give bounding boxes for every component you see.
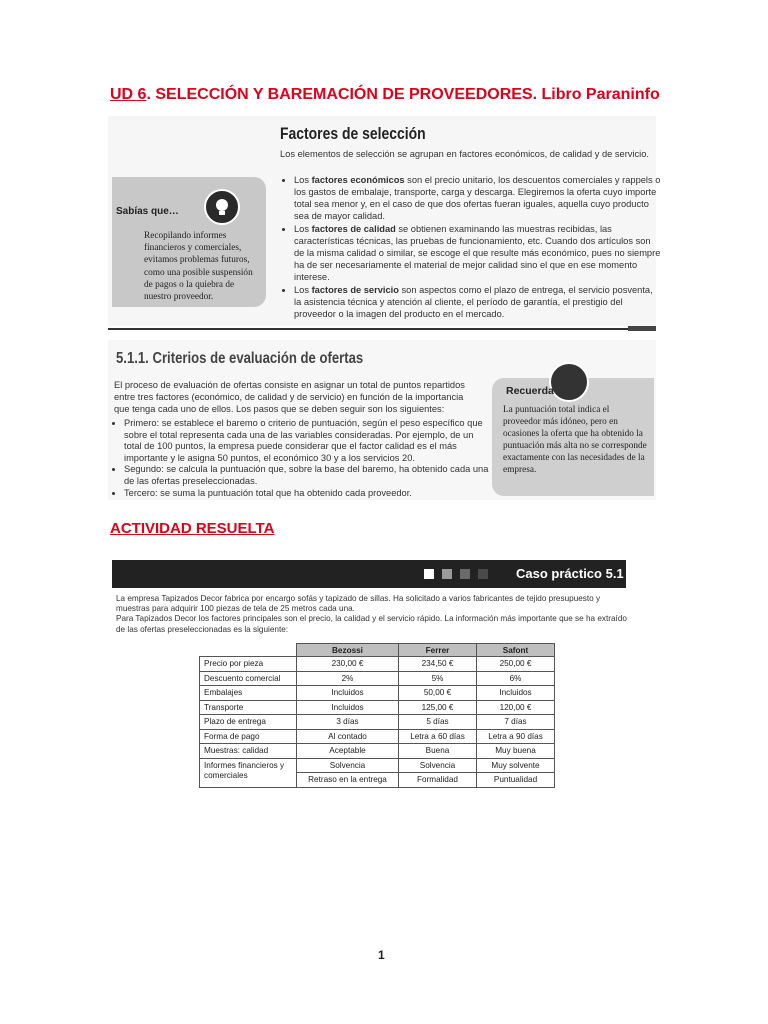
factores-list (284, 174, 662, 321)
sabias-que-title: Sabías que… (116, 206, 179, 217)
criterios-heading: 5.1.1. Criterios de evaluación de ofertas (116, 350, 364, 367)
ofertas-table (199, 643, 555, 788)
lightbulb-icon (204, 189, 240, 225)
table-row: Embalajes Incluidos 50,00 € Incluidos (200, 686, 555, 701)
title-text: . SELECCIÓN Y BAREMACIÓN DE PROVEEDORES. Libro Paraninfo (146, 86, 660, 103)
page-number: 1 (378, 948, 385, 962)
table-header-row (200, 644, 555, 657)
list-item: • Los factores de servicio son aspectos como el plazo de entrega, el servicio posventa, la asistencia técnica y atención al cliente, el período de garantía, el prestigio del proveedor o la imagen del producto en el mercado. (294, 284, 662, 320)
list-item: • Los factores económicos son el precio unitario, los descuentos comerciales y rappels o los gastos de embalaje, transporte, carga y descarga. Elegiremos la oferta cuyo importe total sea menor y, en el caso de que dos ofertas fueran iguales, aquella cuyo producto sea de mayor calidad. (294, 174, 662, 222)
actividad-heading: ACTIVIDAD RESUELTA (110, 520, 275, 537)
list-item: • Los factores de calidad se obtienen examinando las muestras recibidas, las características técnicas, las pruebas de funcionamiento, etc. Cuando dos artículos son de la misma calidad o similar, se escoge el que resulte más económico, pues no siempre ha de ser necesariamente el material de mejor calidad sino el que en ese momento interese. (294, 223, 662, 283)
table-row: Transporte Incluidos 125,00 € 120,00 € (200, 700, 555, 715)
caso-practico-text: La empresa Tapizados Decor fabrica por encargo sofás y tapizado de sillas. Ha solicitado a varios fabricantes de tejido presupuesto y muestras para adquirir 100 piezas de tela de 25 metros cada una. Para Tapizados Decor los factores principales son el precio, la calidad y el servicio rápido. La información más importante que se ha extraído de las ofertas preseleccionadas es la siguiente: (116, 594, 627, 634)
square-icon (460, 569, 470, 579)
list-item: • Tercero: se suma la puntuación total que ha obtenido cada proveedor. (124, 488, 490, 500)
caso-practico-title: Caso práctico 5.1 (516, 566, 624, 581)
factores-intro: Los elementos de selección se agrupan en factores económicos, de calidad y de servicio. (280, 149, 649, 159)
divider-accent (628, 326, 656, 331)
table-row: Precio por pieza 230,00 € 234,50 € 250,00 € (200, 657, 555, 672)
square-icon (424, 569, 434, 579)
recuerda-icon (549, 362, 589, 402)
table-row: Muestras: calidad Aceptable Buena Muy buena (200, 744, 555, 759)
table-row: Informes financieros y comerciales Solvencia Solvencia Muy solvente (200, 758, 555, 773)
column-header: Safont (477, 644, 555, 657)
recuerda-title: Recuerda (506, 385, 554, 397)
unit-link[interactable]: UD 6 (110, 86, 147, 103)
recuerda-text: La puntuación total indica el proveedor más idóneo, pero en ocasiones la oferta que ha obtenido la puntuación más alta no se corresponde exactamente con las necesidades de la empresa. (503, 405, 647, 475)
list-item: • Primero: se establece el baremo o criterio de puntuación, según el peso específico que sobre el total representa cada una de las variables consideradas. Por ejemplo, de un total de 100 puntos, la empresa puede considerar que el factor calidad es el más importante y le asigna 50 puntos, el económico 30 y a los servicios 20. (124, 418, 490, 464)
criterios-steps (114, 418, 490, 499)
square-icon (478, 569, 488, 579)
table-row: Descuento comercial 2% 5% 6% (200, 671, 555, 686)
criterios-intro: El proceso de evaluación de ofertas consiste en asignar un total de puntos repartidos entre tres factores (económico, de calidad y de servicio) en función de la importancia que tenga cada uno de ellos. Los pasos que se deben seguir son los siguientes: (114, 380, 465, 414)
factores-heading: Factores de selección (280, 124, 426, 143)
document-title (110, 86, 660, 104)
table-row: Retraso en la entrega Formalidad Puntualidad (200, 773, 555, 788)
table-row: Plazo de entrega 3 días 5 días 7 días (200, 715, 555, 730)
column-header: Ferrer (399, 644, 477, 657)
square-icon (442, 569, 452, 579)
column-header: Bezossi (297, 644, 399, 657)
list-item: • Segundo: se calcula la puntuación que, sobre la base del baremo, ha obtenido cada una de las ofertas preseleccionadas. (124, 464, 490, 487)
table-row: Forma de pago Al contado Letra a 60 días Letra a 90 días (200, 729, 555, 744)
section-divider (108, 328, 656, 330)
sabias-que-text: Recopilando informes financieros y comerciales, evitamos problemas futuros, como una posible suspensión de pagos o la quiebra de nuestro proveedor. (144, 231, 253, 303)
